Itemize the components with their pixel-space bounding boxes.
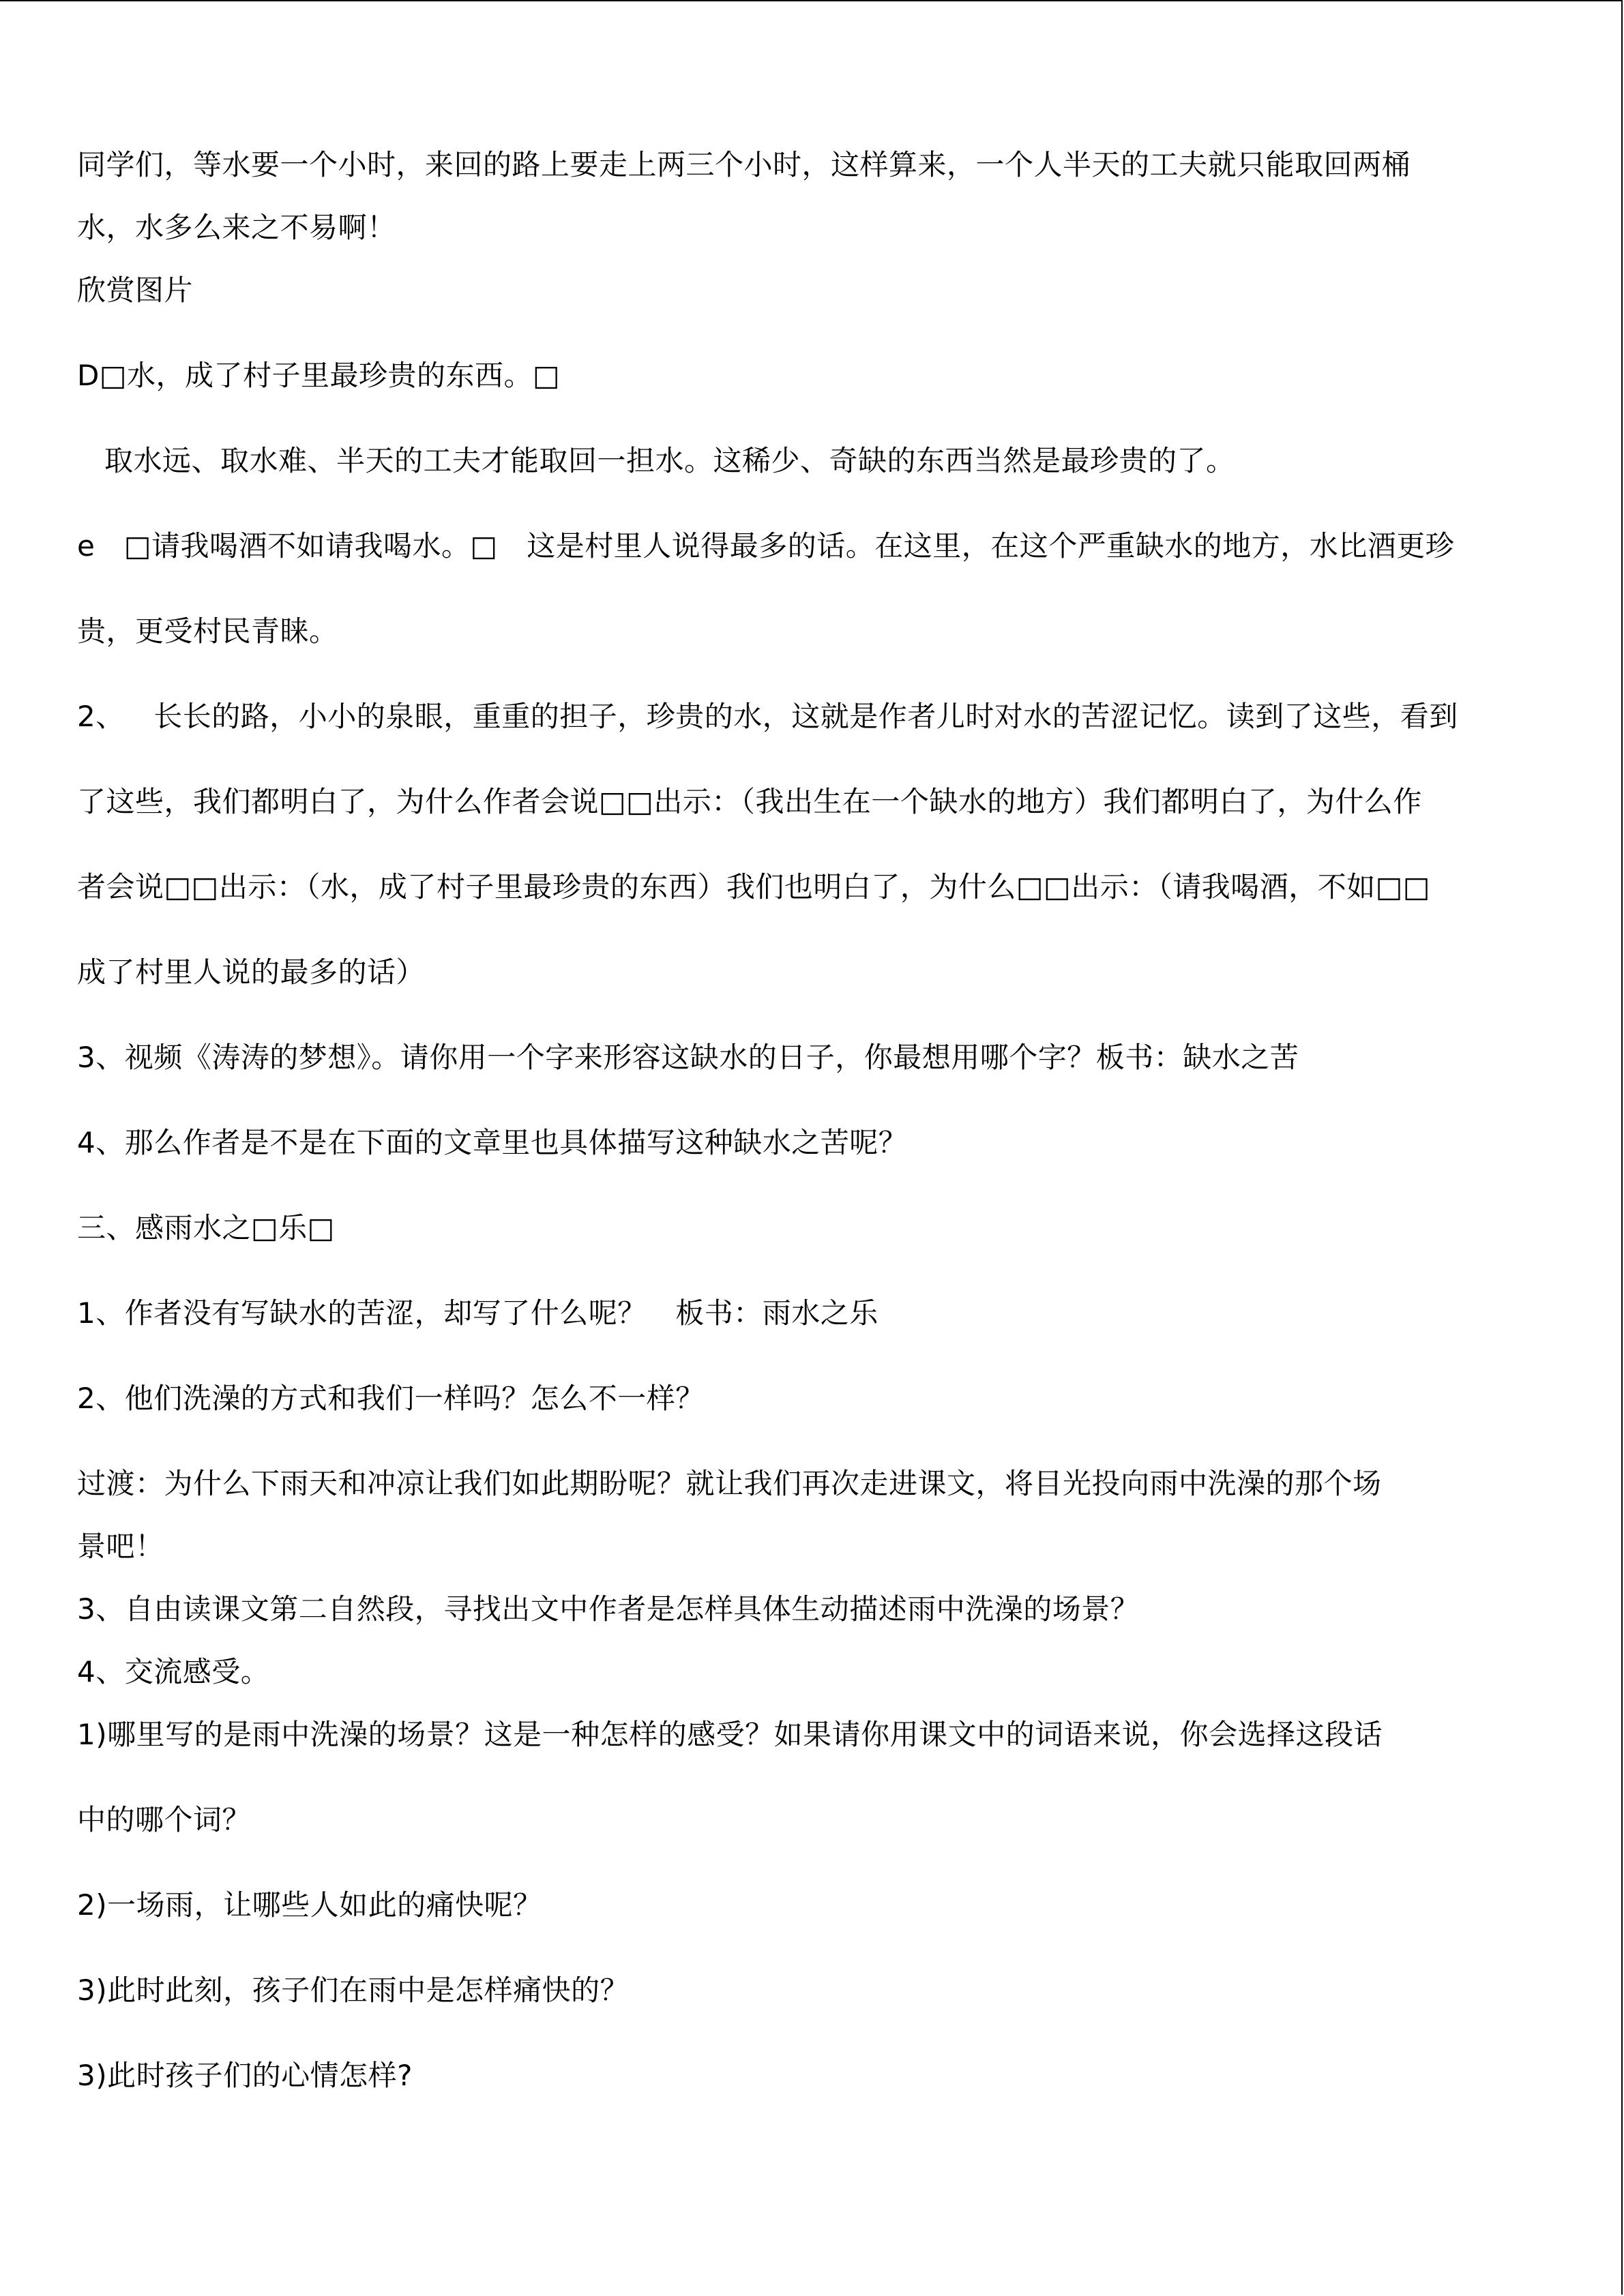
paragraph-line: D□水，成了村子里最珍贵的东西。□: [77, 359, 561, 392]
paragraph-line: 2、他们洗澡的方式和我们一样吗？怎么不一样？: [77, 1382, 705, 1415]
paragraph-line: 水，水多么来之不易啊！: [77, 211, 396, 244]
paragraph-line: 同学们，等水要一个小时，来回的路上要走上两三个小时，这样算来，一个人半天的工夫就只能取回两桶: [77, 148, 1411, 181]
paragraph-line: 成了村里人说的最多的话）: [77, 955, 426, 989]
paragraph-line: 4、那么作者是不是在下面的文章里也具体描写这种缺水之苦呢？: [77, 1126, 908, 1159]
paragraph-line: 1、作者没有写缺水的苦涩，却写了什么呢？ 板书：雨水之乐: [77, 1296, 879, 1330]
paragraph-line: 2)一场雨，让哪些人如此的痛快呢？: [77, 1888, 542, 1922]
section-heading: 三、感雨水之□乐□: [77, 1211, 335, 1244]
document-body: [77, 148, 1552, 2093]
paragraph-line: 2、 长长的路，小小的泉眼，重重的担子，珍贵的水，这就是作者儿时对水的苦涩记忆。读到了这些，看到: [77, 700, 1458, 733]
paragraph-line: 3)此时此刻，孩子们在雨中是怎样痛快的？: [77, 1973, 630, 2007]
paragraph-line: 景吧！: [77, 1530, 164, 1563]
paragraph-line: 1)哪里写的是雨中洗澡的场景？这是一种怎样的感受？如果请你用课文中的词语来说，你会选择这段话: [77, 1718, 1383, 1751]
paragraph-line: 贵，更受村民青睐。: [77, 614, 338, 648]
paragraph-line: 3)此时孩子们的心情怎样?: [77, 2059, 413, 2092]
paragraph-line: 3、视频《涛涛的梦想》。请你用一个字来形容这缺水的日子，你最想用哪个字？板书：缺水之苦: [77, 1041, 1299, 1074]
paragraph-line: 取水远、取水难、半天的工夫才能取回一担水。这稀少、奇缺的东西当然是最珍贵的了。: [104, 444, 1235, 477]
paragraph-line: 4、交流感受。: [77, 1655, 270, 1688]
paragraph-line: 者会说□□出示：（水，成了村子里最珍贵的东西）我们也明白了，为什么□□出示：（请我喝酒，不如□□: [77, 870, 1431, 904]
paragraph-line: 中的哪个词？: [77, 1803, 252, 1836]
section-label: 欣赏图片: [77, 273, 194, 307]
paragraph-line: 过渡：为什么下雨天和冲凉让我们如此期盼呢？就让我们再次走进课文，将目光投向雨中洗澡的那个场: [77, 1467, 1382, 1500]
paragraph-line: 3、自由读课文第二自然段，寻找出文中作者是怎样具体生动描述雨中洗澡的场景？: [77, 1592, 1140, 1626]
paragraph-line: e □请我喝酒不如请我喝水。□ 这是村里人说得最多的话。在这里，在这个严重缺水的地方，水比酒更珍: [77, 529, 1455, 563]
paragraph-line: 了这些，我们都明白了，为什么作者会说□□出示：（我出生在一个缺水的地方）我们都明白了，为什么作: [77, 785, 1422, 818]
